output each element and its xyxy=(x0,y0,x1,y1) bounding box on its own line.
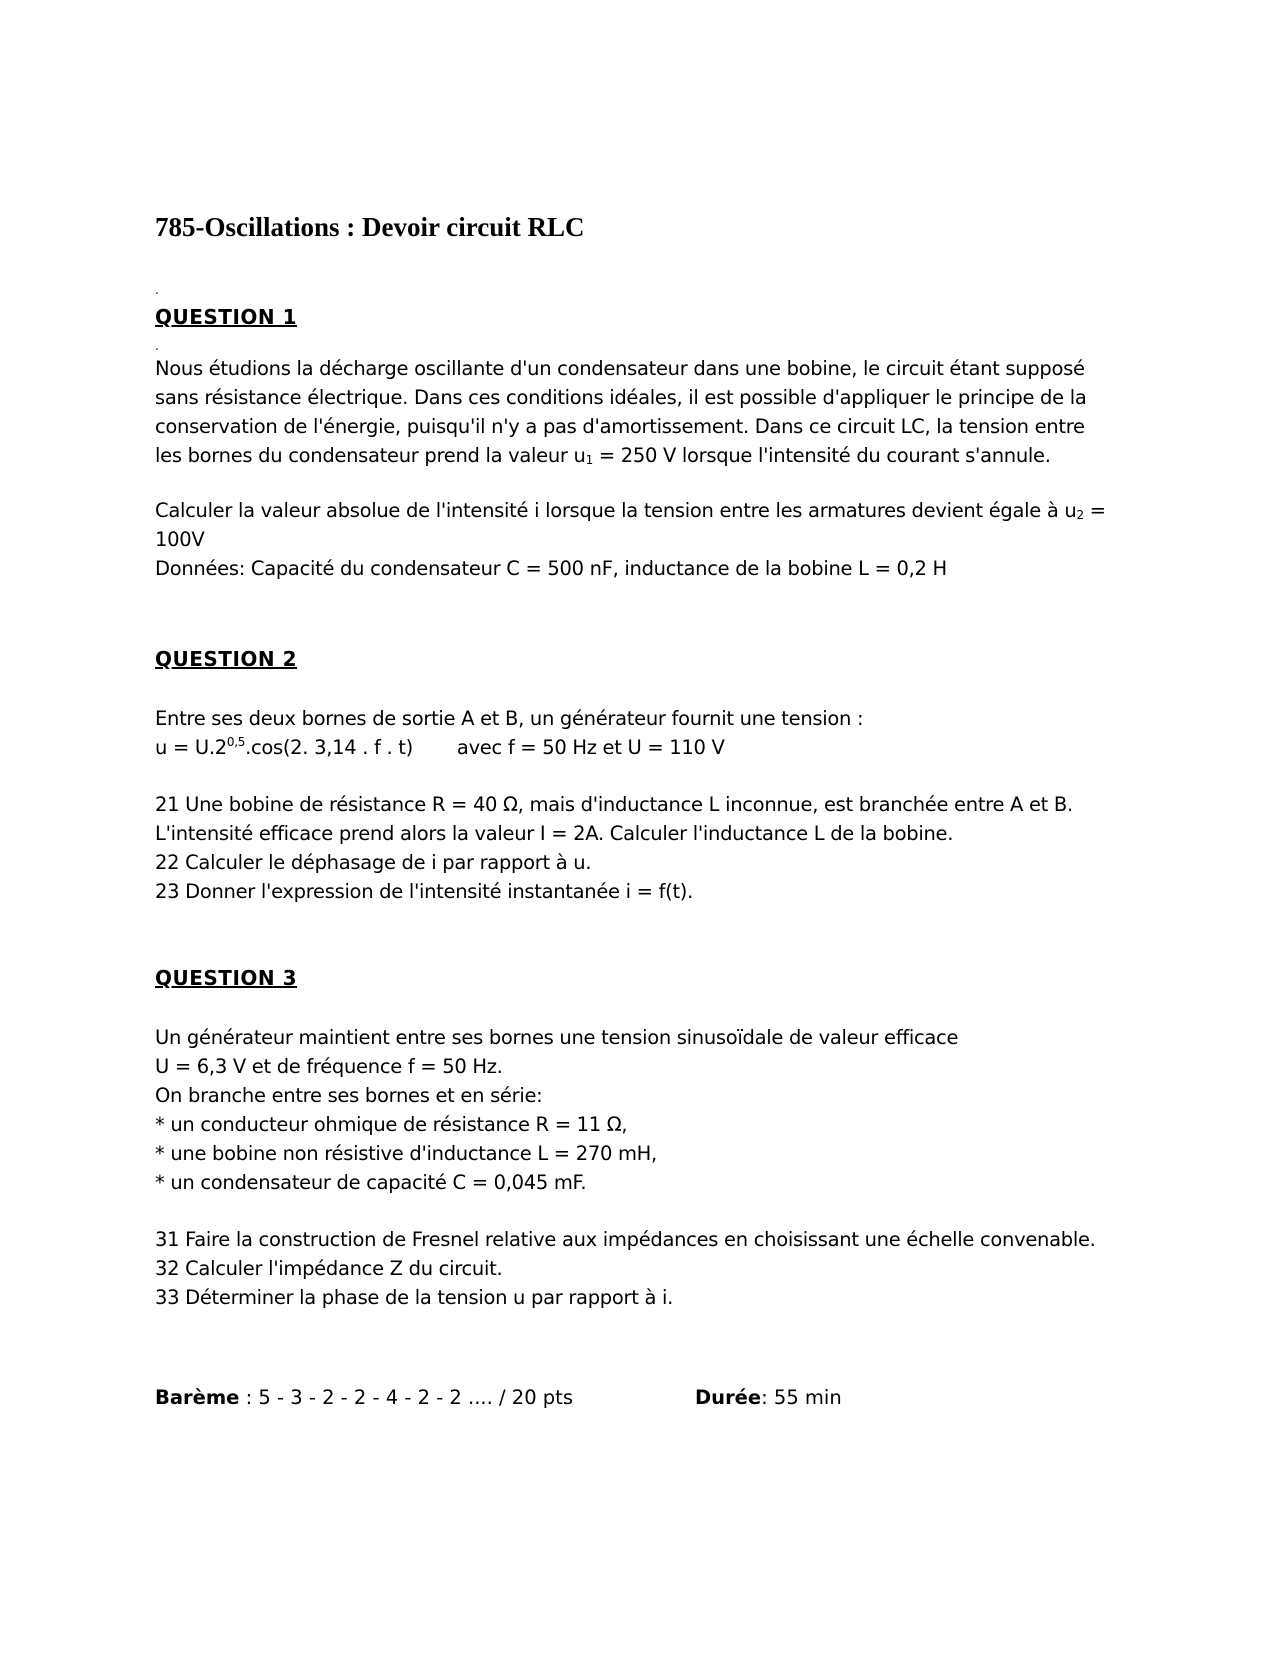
question-3-heading: QUESTION 3 xyxy=(155,966,298,990)
text-line: les bornes du condensateur prend la valeur $u_1 = 250$ V lorsque l'intensité du courant s'annule. xyxy=(155,444,1051,467)
question-1-heading: QUESTION 1 xyxy=(155,305,298,329)
text-line: 23 Donner l'expression de l'intensité instantanée i = f(t). xyxy=(155,880,694,903)
text-line: L'intensité efficace prend alors la valeur I = 2A. Calculer l'inductance L de la bobine. xyxy=(155,822,954,845)
question-1-task xyxy=(155,496,1135,583)
text-line: 33 Déterminer la phase de la tension u par rapport à i. xyxy=(155,1286,674,1309)
exam-duration xyxy=(695,1386,842,1409)
text-line: * une bobine non résistive d'inductance L = 270 mH, xyxy=(155,1142,657,1165)
separator-dot: . xyxy=(155,283,159,297)
text-line: * un conducteur ohmique de résistance R = 11 Ω, xyxy=(155,1113,628,1136)
grading-scale-value: : 5 - 3 - 2 - 2 - 4 - 2 - 2 .... / 20 pts xyxy=(239,1386,573,1409)
text-line: 32 Calculer l'impédance Z du circuit. xyxy=(155,1257,503,1280)
text-line: * un condensateur de capacité C = 0,045 mF. xyxy=(155,1171,587,1194)
text-line: Calculer la valeur absolue de l'intensité i lorsque la tension entre les armatures devient égale à $u_2$ = xyxy=(155,499,1106,522)
text-line: Un générateur maintient entre ses bornes une tension sinusoïdale de valeur efficace xyxy=(155,1026,959,1049)
question-3-tasks xyxy=(155,1225,1135,1312)
question-3-intro xyxy=(155,1023,1135,1197)
separator-dot: . xyxy=(155,339,159,353)
text-line: sans résistance électrique. Dans ces conditions idéales, il est possible d'appliquer le principe de la xyxy=(155,386,1087,409)
exam-duration-label: Durée xyxy=(695,1386,762,1409)
grading-scale xyxy=(155,1386,573,1409)
text-line: U = 6,3 V et de fréquence f = 50 Hz. xyxy=(155,1055,503,1078)
question-2-tasks xyxy=(155,790,1135,906)
text-line: $u = U.2^{0,5}.\cos(2$. 3,14 . f . t) avec f = 50 Hz et U = 110 V xyxy=(155,735,725,759)
text-line: On branche entre ses bornes et en série: xyxy=(155,1084,543,1107)
grading-scale-label: Barème xyxy=(155,1386,240,1409)
text-line: Nous étudions la décharge oscillante d'un condensateur dans une bobine, le circuit étant supposé xyxy=(155,357,1085,380)
question-1-intro xyxy=(155,354,1135,470)
text-line: Entre ses deux bornes de sortie A et B, un générateur fournit une tension : xyxy=(155,707,864,730)
document-title: 785-Oscillations : Devoir circuit RLC xyxy=(155,212,585,242)
text-line: 21 Une bobine de résistance R = 40 Ω, mais d'inductance L inconnue, est branchée entre A et B. xyxy=(155,793,1073,816)
text-line: 22 Calculer le déphasage de i par rapport à u. xyxy=(155,851,592,874)
question-2-intro xyxy=(155,704,1135,762)
question-2-heading: QUESTION 2 xyxy=(155,647,298,671)
text-line: 100V xyxy=(155,528,205,551)
exam-duration-value: : 55 min xyxy=(761,1386,842,1409)
text-line: Données: Capacité du condensateur C = 500 nF, inductance de la bobine L = 0,2 H xyxy=(155,557,947,580)
text-line: conservation de l'énergie, puisqu'il n'y a pas d'amortissement. Dans ce circuit LC, la tension entre xyxy=(155,415,1085,438)
text-line: 31 Faire la construction de Fresnel relative aux impédances en choisissant une échelle convenable. xyxy=(155,1228,1096,1251)
